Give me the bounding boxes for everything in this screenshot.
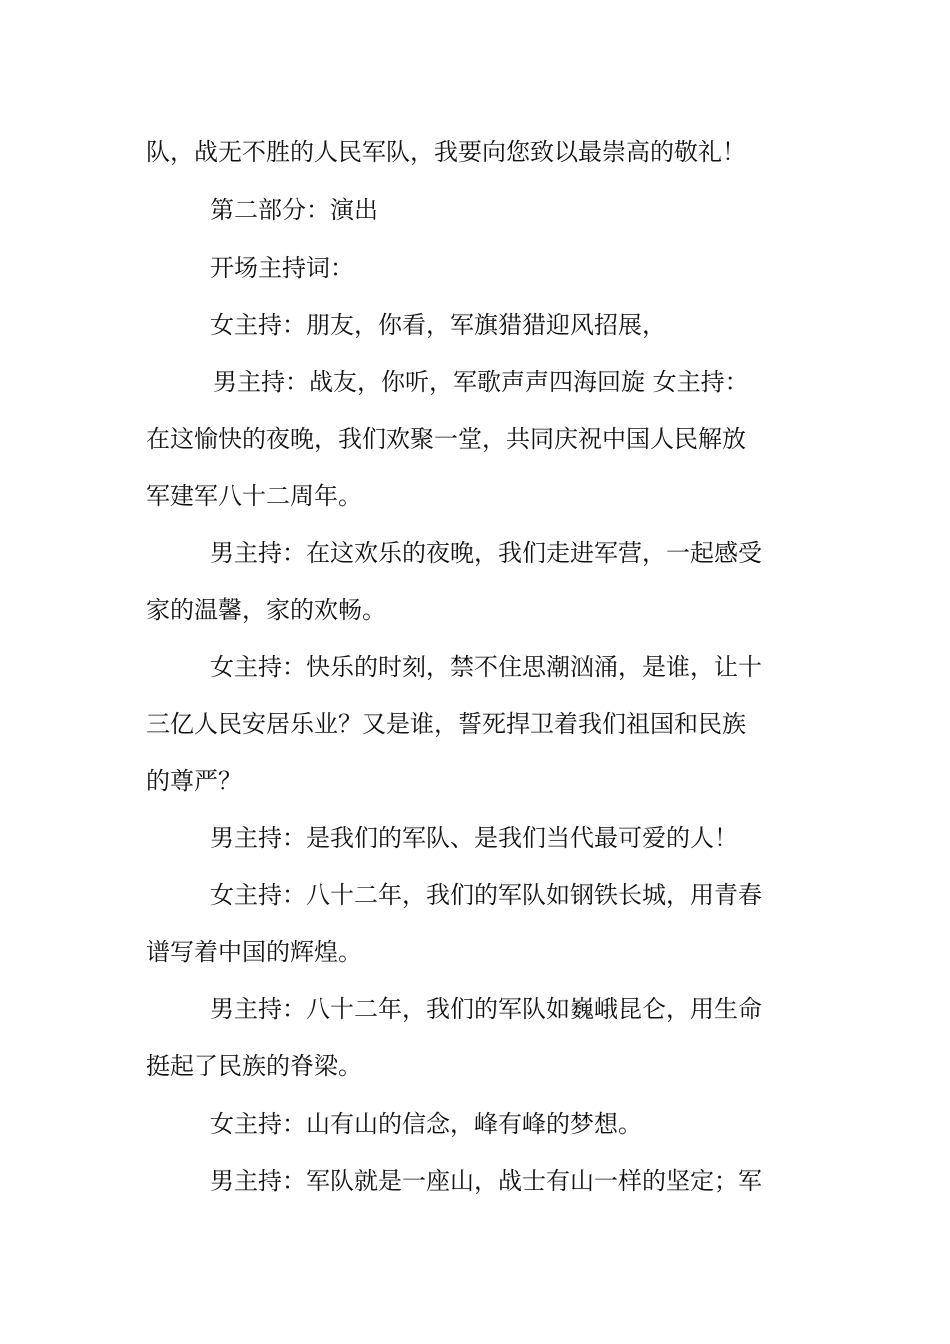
subheading: 开场主持词： bbox=[210, 254, 354, 282]
text-line: 三亿人民安居乐业？又是谁，誓死捍卫着我们祖国和民族 bbox=[146, 710, 746, 738]
text-line: 女主持：八十二年，我们的军队如钢铁长城，用青春 bbox=[210, 881, 762, 909]
text-line: 挺起了民族的脊梁。 bbox=[146, 1052, 362, 1080]
text-line: 家的温馨，家的欢畅。 bbox=[146, 596, 386, 624]
text-line: 女主持：快乐的时刻，禁不住思潮汹涌，是谁，让十 bbox=[210, 653, 762, 681]
text-line: 女主持：山有山的信念，峰有峰的梦想。 bbox=[210, 1110, 642, 1138]
text-line: 男主持：八十二年，我们的军队如巍峨昆仑，用生命 bbox=[210, 995, 762, 1023]
text-line: 男主持：在这欢乐的夜晚，我们走进军营，一起感受 bbox=[210, 539, 762, 567]
section-heading: 第二部分：演出 bbox=[210, 196, 378, 224]
text-line: 男主持：战友，你听，军歌声声四海回旋 女主持： bbox=[213, 368, 749, 396]
text-line: 谱写着中国的辉煌。 bbox=[146, 938, 362, 966]
text-line: 女主持：朋友，你看，军旗猎猎迎风招展， bbox=[210, 311, 666, 339]
text-line: 队，战无不胜的人民军队，我要向您致以最崇高的敬礼！ bbox=[146, 138, 746, 166]
text-line: 男主持：是我们的军队、是我们当代最可爱的人！ bbox=[210, 824, 738, 852]
text-line: 男主持：军队就是一座山，战士有山一样的坚定；军 bbox=[210, 1167, 762, 1195]
text-line: 军建军八十二周年。 bbox=[146, 482, 362, 510]
text-line: 在这愉快的夜晚，我们欢聚一堂，共同庆祝中国人民解放 bbox=[146, 425, 746, 453]
text-line: 的尊严？ bbox=[146, 767, 242, 795]
